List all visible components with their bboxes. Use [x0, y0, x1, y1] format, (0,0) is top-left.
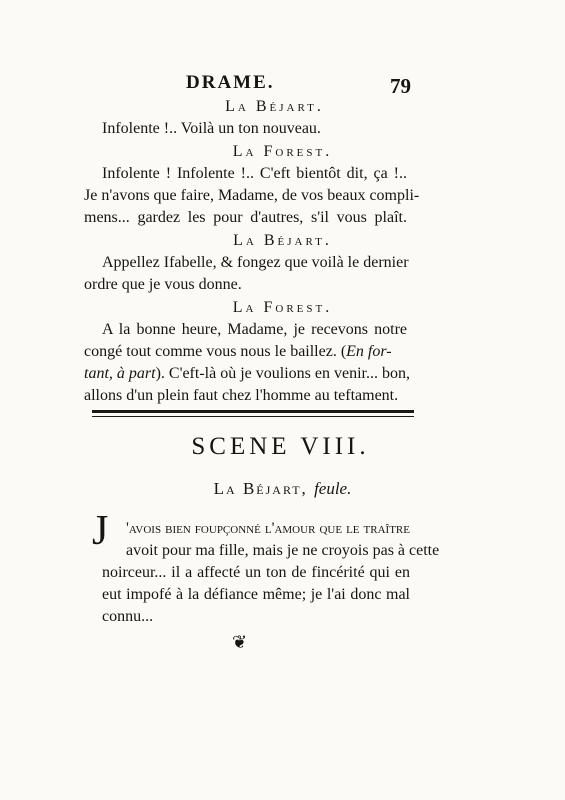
speaker-name: La Béjart.: [233, 232, 332, 249]
monologue-line: noirceur... il a affecté un ton de fincérité qui en: [102, 564, 410, 581]
dialogue-line: allons d'un plein faut chez l'homme au teftament.: [84, 387, 399, 404]
stage-direction: tant, à part: [84, 365, 156, 382]
stage-direction: En for-: [346, 343, 392, 360]
speaker-name: La Béjart,: [213, 479, 308, 498]
divider-rule: [92, 416, 414, 417]
speaker-name: La Béjart.: [225, 98, 324, 115]
dialogue-line: ordre que je vous donne.: [84, 276, 242, 293]
dialogue-line: Appellez Ifabelle, & fongez que voilà le dernier: [102, 254, 409, 271]
monologue-line: 'avois bien foupçonné l'amour que le traître: [126, 520, 410, 537]
dialogue-line: Infolente ! Infolente !.. C'eft bientôt dit, ça !..: [102, 165, 407, 182]
dialogue-line: Je n'avons que faire, Madame, de vos beaux compli-: [84, 187, 420, 204]
speaker-name: La Forest.: [232, 143, 333, 160]
monologue-line: eut impofé à la défiance même; je l'ai donc mal: [102, 586, 410, 603]
dialogue-line: Infolente !.. Voilà un ton nouveau.: [102, 120, 321, 137]
drop-cap: J: [92, 508, 109, 554]
dialogue-line: mens... gardez les pour d'autres, s'il vous plaît.: [84, 209, 407, 226]
monologue-line: avoit pour ma fille, mais je ne croyois pas à cette: [126, 542, 440, 559]
divider-rule: [92, 410, 414, 413]
fleuron-ornament: ❦: [232, 632, 248, 652]
running-title: DRAME.: [186, 72, 275, 93]
dialogue-line: [84, 343, 392, 361]
dialogue-line: A la bonne heure, Madame, je recevons notre: [102, 321, 407, 338]
scene-speaker: [0, 479, 565, 499]
page-number: 79: [390, 74, 411, 98]
scene-heading: SCENE VIII.: [191, 433, 370, 460]
speaker-name: La Forest.: [232, 299, 333, 316]
stage-direction: feule.: [314, 479, 352, 498]
dialogue-line: [84, 365, 410, 383]
monologue-line: connu...: [102, 608, 154, 625]
dialogue-text: congé tout comme vous nous le baillez. (: [84, 343, 347, 360]
dialogue-text: ). C'eft-là où je voulions en venir... bon,: [155, 365, 410, 382]
